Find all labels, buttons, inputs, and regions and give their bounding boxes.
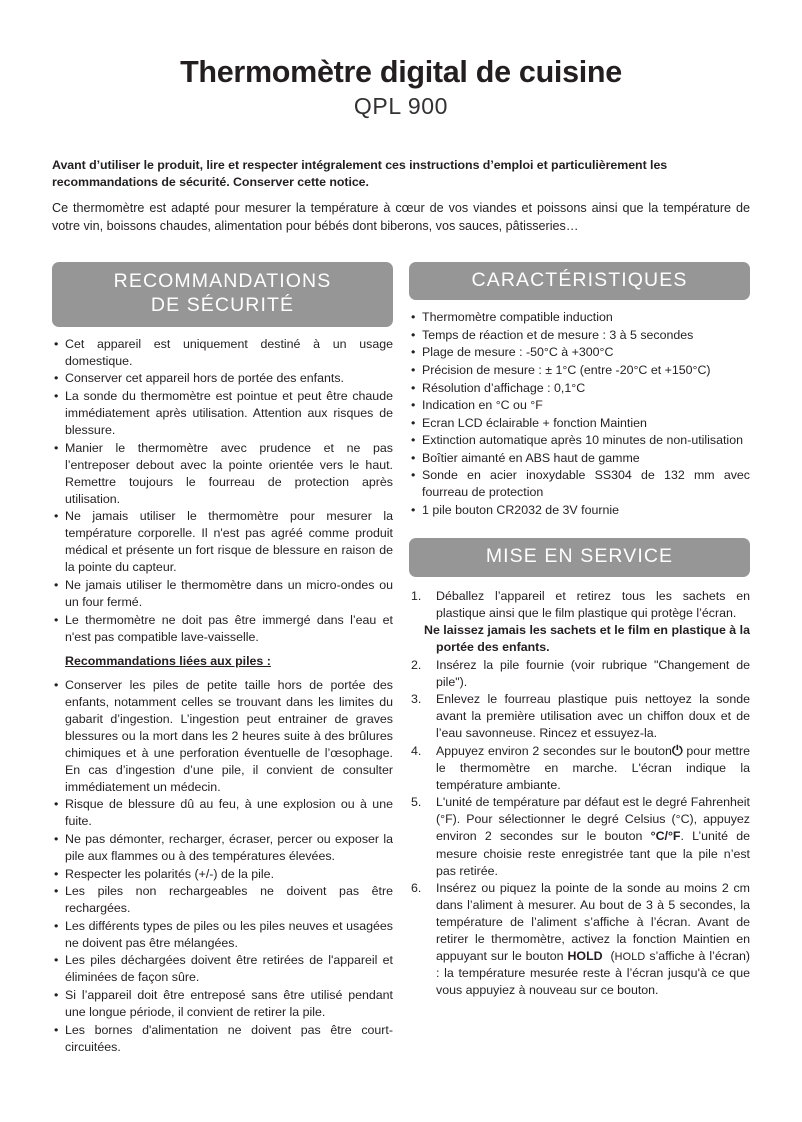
setup-banner	[409, 538, 750, 576]
list-item: • Ne jamais utiliser le thermomètre pour mesurer la température corporelle. Il n'est pas agréé comme produit médical et présente un fort risque de blessure en raison de la pointe du capteur.	[52, 508, 393, 576]
list-item: • Les bornes d'alimentation ne doivent pas être court-circuitées.	[52, 1022, 393, 1056]
list-item: • 1 pile bouton CR2032 de 3V fournie	[409, 502, 750, 519]
setup-step-2-text: Insérez la pile fournie (voir rubrique "Changement de pile").	[436, 657, 750, 689]
list-item: • Thermomètre compatible induction	[409, 309, 750, 326]
setup-step-4-text-part1: Appuyez environ 2 secondes sur le bouton	[436, 743, 672, 758]
list-item: • Le thermomètre ne doit pas être immergé dans l’eau et n'est pas compatible lave-vaisselle.	[52, 612, 393, 646]
setup-step-1	[409, 588, 750, 622]
intro-description: Ce thermomètre est adapté pour mesurer la température à cœur de vos viandes et poissons ainsi que la température de votre vin, boissons chaudes, alimentation pour bébés dont biberons, vos sauces, pâtisseries…	[52, 200, 750, 233]
intro-warning: Avant d’utiliser le produit, lire et respecter intégralement ces instructions d’emploi et particulièrement les recommandations de sécurité. Conserver cette notice.	[52, 158, 668, 189]
list-item: • Si l’appareil doit être entreposé sans être utilisé pendant une longue période, il convient de retirer la pile.	[52, 987, 393, 1021]
list-item: • Conserver les piles de petite taille hors de portée des enfants, notamment celles se trouvant dans les limites du gabarit d’ingestion. L’ingestion peut entrainer de graves blessures ou la mort dans les 2 heures suite à des brûlures chimiques et à une perforation éventuelle de l’œsophage. En cas d’ingestion d’une pile, il convient de consulter immédiatement un médecin.	[52, 677, 393, 796]
list-item: • Risque de blessure dû au feu, à une explosion ou à une fuite.	[52, 796, 393, 830]
setup-steps	[409, 588, 750, 622]
list-item: • Temps de réaction et de mesure : 3 à 5 secondes	[409, 327, 750, 344]
list-item: • La sonde du thermomètre est pointue et peut être chaude immédiatement après utilisation. Attention aux risques de blessure.	[52, 388, 393, 439]
setup-step-6-text-part2: s’affiche à l’écran) : la température mesurée reste à l’écran jusqu'à ce que vous appuyiez à nouveau sur ce bouton.	[436, 949, 750, 998]
paren-open: (	[610, 949, 615, 964]
setup-step-4	[409, 743, 750, 794]
intro-block	[52, 157, 750, 235]
safety-list	[52, 336, 393, 646]
features-list	[409, 309, 750, 519]
list-item: • Ne pas démonter, recharger, écraser, percer ou exposer la pile aux flammes ou à des températures élevées.	[52, 831, 393, 865]
page-title: Thermomètre digital de cuisine	[180, 55, 622, 89]
list-item: • Indication en °C ou °F	[409, 397, 750, 414]
safety-column	[52, 262, 393, 1056]
setup-step-5-text-part2: . L’unité de mesure choisie reste enregistrée tant que la pile n’est pas retirée.	[436, 829, 750, 878]
setup-step-4-text-part2: pour mettre le thermomètre en marche. L'écran indique la température ambiante.	[436, 743, 751, 792]
list-item: • Ecran LCD éclairable + fonction Maintien	[409, 415, 750, 432]
celsius-fahrenheit-button-label: °C/°F	[650, 829, 681, 844]
setup-step-6-text-part1: Insérez ou piquez la pointe de la sonde au moins 2 cm dans l’aliment à mesurer. Au bout de 3 à 5 secondes, la température de l’aliment s’affiche à l’écran. Avant de retirer le thermomètre, activez la fonction Maintien en appuyant sur le bouton	[436, 881, 750, 964]
list-item: • Sonde en acier inoxydable SS304 de 132 mm avec fourreau de protection	[409, 467, 750, 501]
battery-list	[52, 677, 393, 1056]
list-item: • Les différents types de piles ou les piles neuves et usagées ne doivent pas être mélangées.	[52, 918, 393, 952]
setup-step-3	[409, 691, 750, 742]
hold-button-label: HOLD	[567, 949, 603, 964]
features-setup-column	[409, 262, 750, 1056]
section-spacer	[409, 519, 750, 538]
safety-banner	[52, 262, 393, 327]
setup-step-2	[409, 657, 750, 691]
product-model: QPL 900	[353, 93, 449, 120]
list-item: • Résolution d’affichage : 0,1°C	[409, 380, 750, 397]
battery-recommendations-heading: Recommandations liées aux piles :	[65, 653, 271, 668]
setup-step-1-text: Déballez l’appareil et retirez tous les sachets en plastique ainsi que le film plastique qui protège l’écran.	[436, 588, 750, 620]
list-item: • Précision de mesure : ± 1°C (entre -20°C et +150°C)	[409, 362, 750, 379]
list-item: • Ne jamais utiliser le thermomètre dans un micro-ondes ou un four fermé.	[52, 577, 393, 611]
list-item: • Les piles non rechargeables ne doivent pas être rechargées.	[52, 883, 393, 917]
two-column-layout	[0, 262, 802, 1056]
list-item: • Conserver cet appareil hors de portée des enfants.	[52, 370, 393, 387]
setup-step-5-text-part1: L'unité de température par défaut est le degré Fahrenheit (°F). Pour sélectionner le degré Celsius (°C), appuyez environ 2 secondes sur le bouton	[436, 795, 750, 844]
safety-banner-line-1: RECOMMANDATIONS	[113, 270, 332, 292]
setup-steps-continued	[409, 657, 750, 1000]
power-icon: ⏻	[671, 742, 683, 759]
features-banner-label: CARACTÉRISTIQUES	[471, 269, 688, 291]
list-item: • Respecter les polarités (+/-) de la pile.	[52, 866, 393, 883]
list-item: • Cet appareil est uniquement destiné à un usage domestique.	[52, 336, 393, 370]
list-item: • Les piles déchargées doivent être retirées de l'appareil et éliminées de façon sûre.	[52, 952, 393, 986]
list-item: • Boîtier aimanté en ABS haut de gamme	[409, 450, 750, 467]
setup-step-5	[409, 794, 750, 879]
list-item: • Manier le thermomètre avec prudence et ne pas l’entreposer debout avec la pointe orientée vers le haut. Remettre toujours le fourreau de protection après utilisation.	[52, 440, 393, 508]
setup-step-1-warning: Ne laissez jamais les sachets et le film en plastique à la portée des enfants.	[424, 623, 750, 655]
setup-step-3-text: Enlevez le fourreau plastique puis nettoyez la sonde avant la première utilisation avec un chiffon doux et de l’eau savonneuse. Rincez et essuyez-la.	[436, 692, 750, 741]
setup-banner-label: MISE EN SERVICE	[485, 545, 674, 568]
features-banner	[409, 262, 750, 300]
list-item: • Plage de mesure : -50°C à +300°C	[409, 344, 750, 361]
setup-step-6	[409, 880, 750, 999]
list-item: • Extinction automatique après 10 minutes de non-utilisation	[409, 432, 750, 449]
safety-banner-line-2: DE SÉCURITÉ	[150, 294, 295, 317]
hold-screen-indicator: HOLD	[614, 951, 646, 964]
